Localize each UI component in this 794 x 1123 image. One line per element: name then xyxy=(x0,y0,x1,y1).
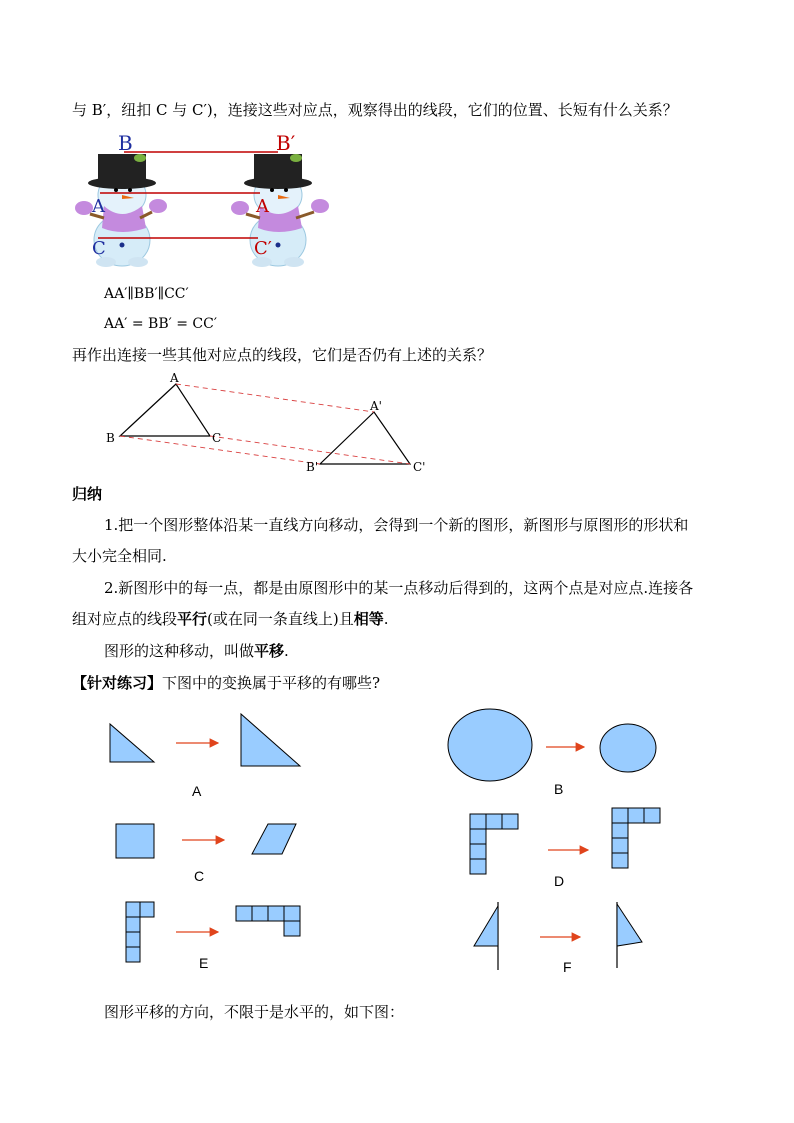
summary-p2-line2: 组对应点的线段平行(或在同一条直线上)且相等. xyxy=(72,610,389,628)
figure-e xyxy=(126,902,300,962)
fig-label-d: D xyxy=(554,873,565,889)
figure-a xyxy=(110,714,300,766)
relation-parallel: AA′∥BB′∥CC′ xyxy=(104,286,189,302)
relation-equal: AA′ = BB′ = CC′ xyxy=(104,316,218,332)
fig-label-f: F xyxy=(563,959,572,975)
tri-label-b: B xyxy=(106,431,115,445)
summary-p1-line2: 大小完全相同. xyxy=(72,547,167,565)
figure-c xyxy=(116,824,296,858)
summary-heading: 归纳 xyxy=(72,485,103,503)
label-c2: C′ xyxy=(254,238,272,259)
closing-line: 图形平移的方向，不限于是水平的，如下图： xyxy=(104,1003,405,1021)
tri-label-a: A xyxy=(170,371,179,385)
fig-label-c: C xyxy=(194,868,205,884)
tri-label-c2: C' xyxy=(413,460,426,474)
figure-f xyxy=(474,902,642,970)
label-b2: B′ xyxy=(276,131,296,155)
figure-b xyxy=(448,709,656,781)
summary-p1-line1: 1.把一个图形整体沿某一直线方向移动，会得到一个新的图形，新图形与原图形的形状和 xyxy=(104,516,689,534)
label-a: A xyxy=(92,196,105,217)
summary-p3: 图形的这种移动，叫做平移. xyxy=(104,642,289,660)
intro-line: 与 B′，纽扣 C 与 C′)，连接这些对应点，观察得出的线段，它们的位置、长短有什么关系？ xyxy=(72,101,678,119)
figure-d xyxy=(470,808,660,874)
question-2: 再作出连接一些其他对应点的线段，它们是否仍有上述的关系？ xyxy=(72,346,493,364)
label-a2: A xyxy=(256,196,269,217)
label-b: B xyxy=(118,131,133,155)
exercise-line: 【针对练习】下图中的变换属于平移的有哪些? xyxy=(72,674,381,692)
summary-p2-line1: 2.新图形中的每一点，都是由原图形中的某一点移动后得到的，这两个点是对应点.连接各 xyxy=(104,579,694,597)
fig-label-b: B xyxy=(554,781,564,797)
fig-label-a: A xyxy=(192,783,202,799)
tri-label-a2: A' xyxy=(370,399,382,413)
label-c: C xyxy=(92,238,106,259)
tri-label-c: C xyxy=(212,431,222,445)
fig-label-e: E xyxy=(199,955,209,971)
tri-label-b2: B' xyxy=(306,460,319,474)
